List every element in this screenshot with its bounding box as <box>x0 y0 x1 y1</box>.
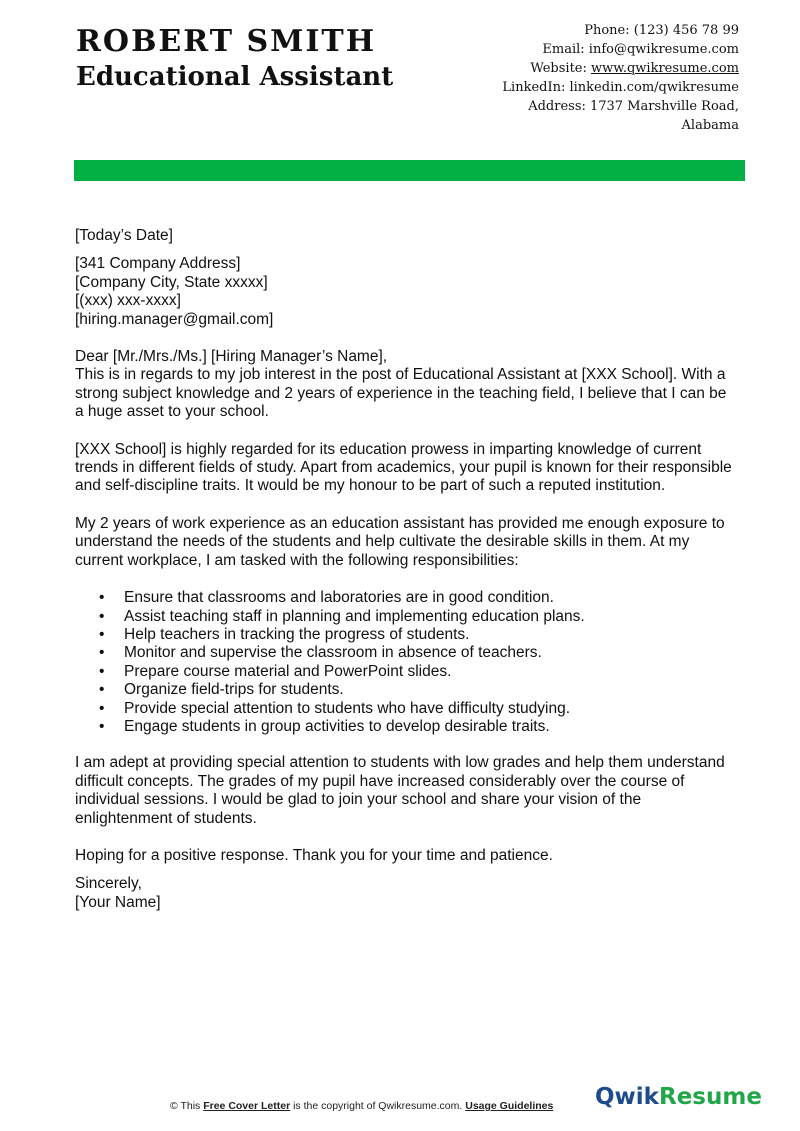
recipient-line: [hiring.manager@gmail.com] <box>75 310 274 328</box>
body-paragraph: Hoping for a positive response. Thank you for your time and patience. <box>75 846 553 864</box>
qwikresume-logo <box>595 1086 762 1109</box>
body-paragraph: I am adept at providing special attention to students with low grades and help them understand difficult concepts. The grades of my pupil have increased considerably over the course of individual sessions. I would be glad to join your school and share your vision of the enlightenment of students. <box>75 754 725 827</box>
contact-address-line2: Alabama <box>681 118 739 133</box>
responsibilities-list <box>75 589 735 736</box>
body-paragraph: This is in regards to my job interest in the post of Educational Assistant at [XXX School]. With a strong subject knowledge and 2 years of experience in the teaching field, I believe that I can be a huge asset to your school. <box>75 366 727 421</box>
body-paragraph: My 2 years of work experience as an education assistant has provided me enough exposure to understand the needs of the students and help cultivate the desirable skills in them. At my current workplace, I am tasked with the following responsibilities: <box>75 514 725 569</box>
usage-guidelines-link[interactable]: Usage Guidelines <box>465 1100 554 1112</box>
body-paragraph: [XXX School] is highly regarded for its education prowess in imparting knowledge of current trends in different fields of study. Apart from academics, your pupil is known for their responsible and self-discipline traits. It would be my honour to be part of such a reputed institution. <box>75 440 732 495</box>
applicant-name: ROBERT SMITH <box>76 24 377 59</box>
list-item: • Help teachers in tracking the progress of students. <box>75 626 735 644</box>
recipient-line: [341 Company Address] <box>75 255 241 273</box>
letter-date: [Today’s Date] <box>75 227 173 244</box>
recipient-line: [Company City, State xxxxx] <box>75 273 268 291</box>
contact-address-line1: Address: 1737 Marshville Road, <box>528 99 739 114</box>
list-item: • Prepare course material and PowerPoint slides. <box>75 663 735 681</box>
letter-body <box>75 227 735 912</box>
website-link[interactable]: www.qwikresume.com <box>591 61 739 76</box>
signature-name: [Your Name] <box>75 893 161 911</box>
website-label: Website: <box>530 61 591 76</box>
contact-block <box>502 21 739 135</box>
recipient-block <box>75 255 735 329</box>
list-item: • Monitor and supervise the classroom in absence of teachers. <box>75 644 735 662</box>
job-title: Educational Assistant <box>76 62 394 92</box>
list-item: • Assist teaching staff in planning and implementing education plans. <box>75 608 735 626</box>
salutation: Dear [Mr./Mrs./Ms.] [Hiring Manager’s Name], <box>75 348 388 366</box>
accent-divider-bar <box>74 160 745 181</box>
contact-email: Email: info@qwikresume.com <box>542 42 739 57</box>
contact-linkedin: LinkedIn: linkedin.com/qwikresume <box>502 80 739 95</box>
contact-website <box>502 59 739 78</box>
sign-off: Sincerely, <box>75 875 142 893</box>
contact-phone: Phone: (123) 456 78 99 <box>584 23 739 38</box>
logo-qwik: Qwik <box>595 1084 659 1110</box>
list-item: • Engage students in group activities to develop desirable traits. <box>75 718 735 736</box>
recipient-line: [(xxx) xxx-xxxx] <box>75 292 181 310</box>
footer-prefix: © This <box>170 1100 204 1112</box>
footer-middle: is the copyright of Qwikresume.com. <box>290 1100 466 1112</box>
free-cover-letter-link[interactable]: Free Cover Letter <box>203 1100 291 1112</box>
copyright-footer <box>170 1100 553 1112</box>
logo-resume: Resume <box>658 1084 762 1110</box>
list-item: • Provide special attention to students who have difficulty studying. <box>75 700 735 718</box>
list-item: • Organize field-trips for students. <box>75 681 735 699</box>
list-item: • Ensure that classrooms and laboratories are in good condition. <box>75 589 735 607</box>
